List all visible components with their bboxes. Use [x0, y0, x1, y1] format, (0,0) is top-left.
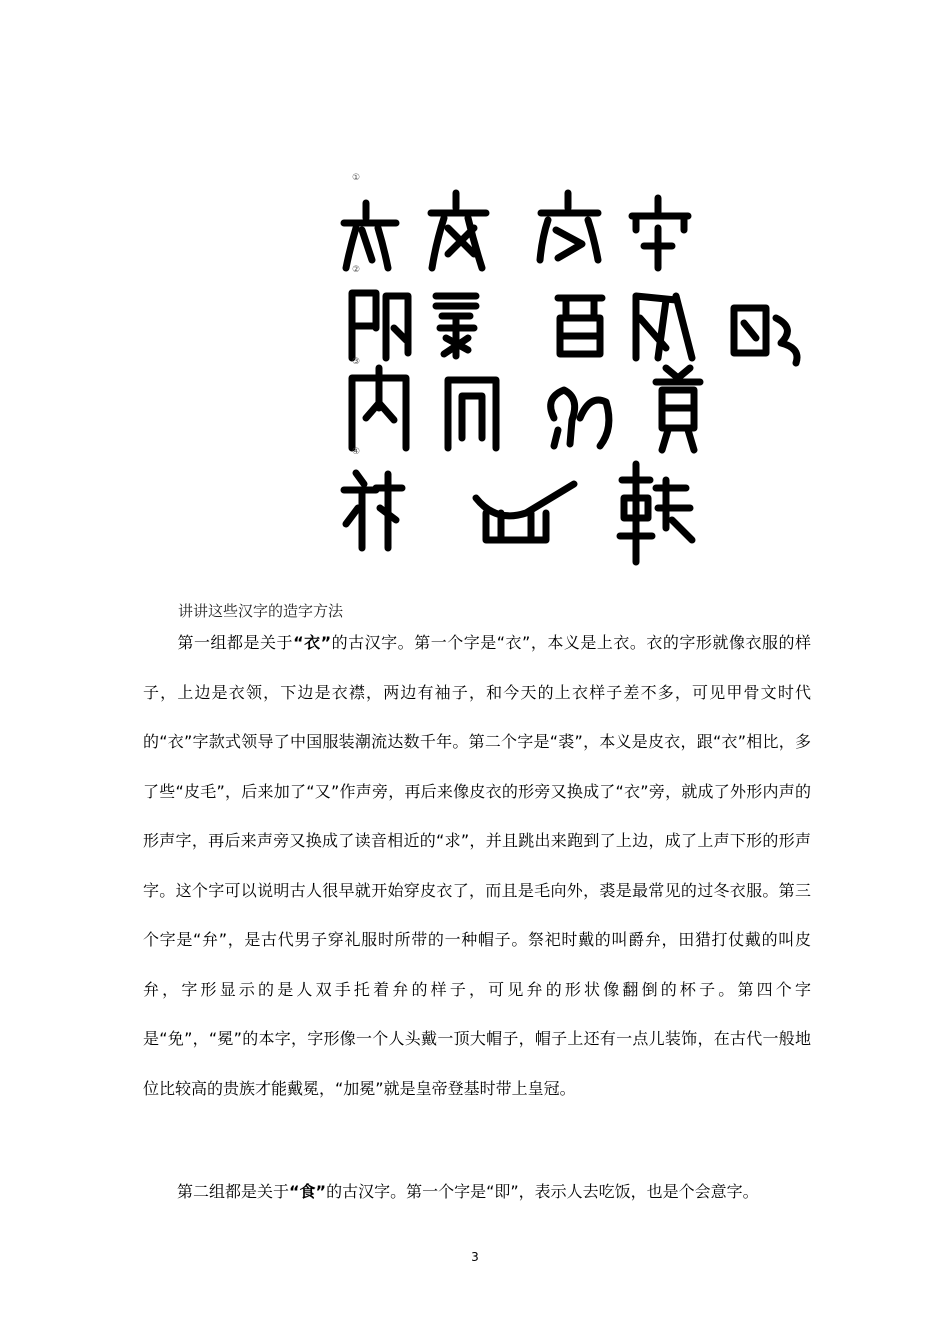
row-label-2: ②	[352, 265, 361, 275]
glyph-illustration	[336, 168, 816, 568]
paragraph2-lead: 第二组都是关于	[177, 1182, 290, 1201]
figure-caption: 讲讲这些汉字的造字方法	[178, 602, 344, 620]
row-label-4: ④	[352, 447, 361, 457]
paragraph1-body: 的古汉字。第一个字是“衣”，本义是上衣。衣的字形就像衣服的样子，上边是衣领，下边是衣襟，两边有袖子，和今天的上衣样子差不多，可见甲骨文时代的“衣”字款式领导了中国服装潮流达数千年。第二个字是“裘”，本义是皮衣，跟“衣”相比，多了些“皮毛”，后来加了“又”作声旁，再后来像皮衣的形旁又换成了“衣”旁，就成了外形内声的形声字，再后来声旁又换成了读音相近的“求”，并且跳出来跑到了上边，成了上声下形的形声字。这个字可以说明古人很早就开始穿皮衣了，而且是毛向外，裘是最常见的过冬衣服。第三个字是“弁”，是古代男子穿礼服时所带的一种帽子。祭祀时戴的叫爵弁，田猎打仗戴的叫皮弁，字形显示的是人双手托着弁的样子，可见弁的形状像翻倒的杯子。第四个字是“免”，“冕”的本字，字形像一个人头戴一顶大帽子，帽子上还有一点儿装饰，在古代一般地位比较高的贵族才能戴冕，“加冕”就是皇帝登基时带上皇冠。	[143, 633, 811, 1098]
paragraph2-keyword: “食”	[289, 1182, 327, 1201]
glyph-row-1	[344, 193, 688, 268]
glyph-row-3	[352, 368, 700, 450]
glyph-row-4	[344, 464, 692, 562]
row-label-3: ③	[352, 357, 361, 367]
paragraph-food	[143, 1167, 811, 1217]
ancient-characters-figure	[336, 168, 816, 568]
paragraph1-lead: 第一组都是关于	[177, 633, 294, 652]
glyph-row-2	[352, 293, 797, 363]
paragraph-clothing	[143, 618, 811, 1113]
page-number: 3	[471, 1250, 479, 1264]
row-label-1: ①	[352, 173, 361, 183]
paragraph1-keyword: “衣”	[293, 633, 332, 652]
paragraph2-body: 的古汉字。第一个字是“即”，表示人去吃饭，也是个会意字。	[326, 1182, 759, 1201]
